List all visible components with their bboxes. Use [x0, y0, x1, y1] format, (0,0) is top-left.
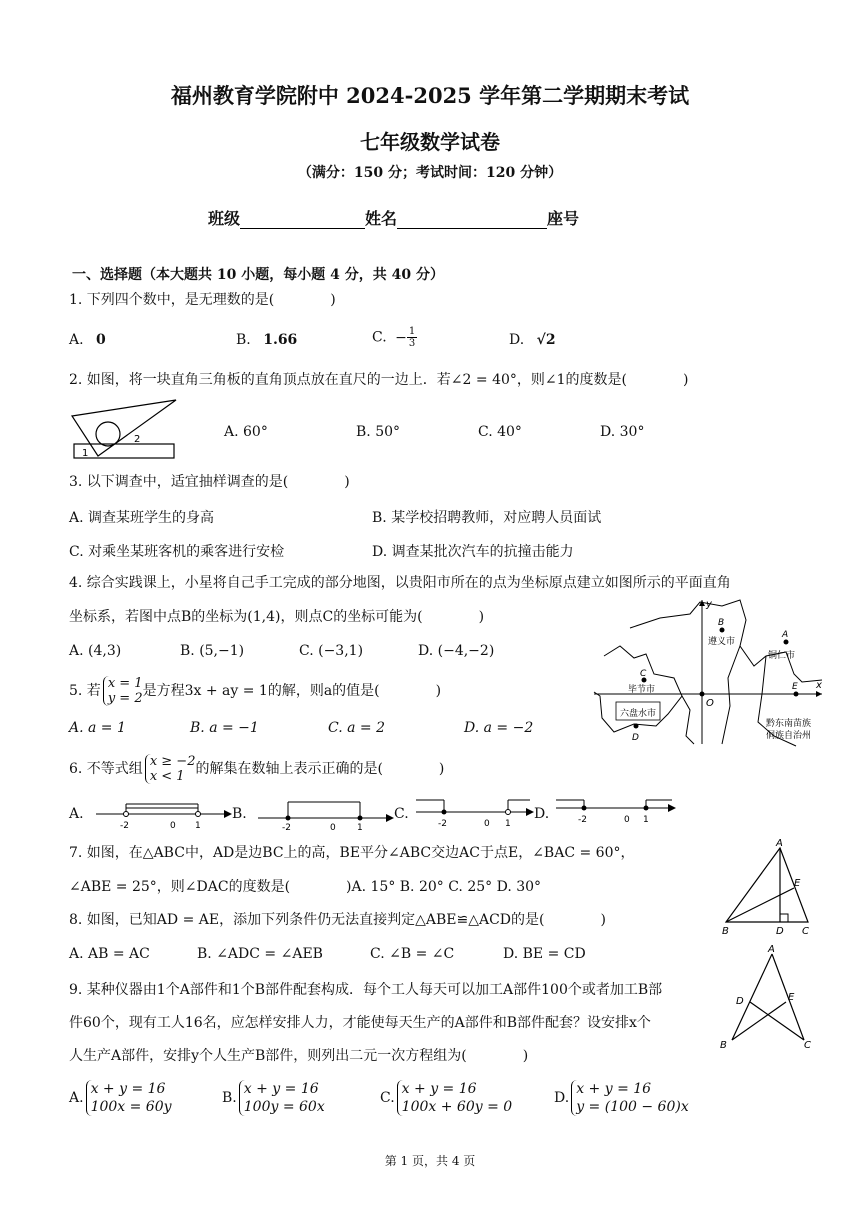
tick-label: 0 — [624, 815, 630, 825]
tick-label: 0 — [330, 823, 336, 832]
map-d-label: D — [632, 733, 639, 743]
tick-label: -2 — [282, 823, 291, 832]
q4-map-figure — [590, 596, 828, 748]
map-point-d — [634, 724, 639, 729]
exam-title: 福州教育学院附中 2024-2025 学年第二学期期末考试 — [170, 83, 690, 108]
map-e-label: E — [792, 682, 798, 692]
map-tongren-label: 铜仁市 — [768, 651, 796, 661]
map-point-b — [720, 628, 725, 633]
q6-option-b-label: B. — [232, 806, 247, 822]
q7-stem-line1: 7. 如图，在△ABC中，AD是边BC上的高，BE平分∠ABC交边AC于点E，∠BAC = 60°， — [69, 845, 635, 861]
q9-option-b: B. x + y = 16 100y = 60x — [222, 1081, 325, 1115]
q2-option-b: B. 50° — [356, 424, 401, 440]
q8-option-b: B. ∠ADC = ∠AEB — [197, 946, 323, 962]
q8-label-e: E — [788, 992, 795, 1003]
q4-option-d: D. (−4,−2) — [418, 643, 495, 659]
map-zunyi-label: 遵义市 — [708, 637, 736, 647]
class-label: 班级 — [208, 209, 241, 228]
name-blank[interactable] — [397, 212, 547, 229]
tick-label: 1 — [505, 819, 511, 829]
q5-option-b: B. a = −1 — [190, 720, 259, 736]
q6-option-b-numberline — [256, 796, 396, 832]
q8-label-c: C — [804, 1040, 811, 1051]
map-liupanshui-label: 六盘水市 — [620, 709, 657, 719]
q6-option-c-numberline — [414, 796, 538, 832]
q7-stem-line2: ∠ABE = 25°，则∠DAC的度数是( )A. 15° B. 20° C. 25° D. 30° — [69, 879, 542, 895]
q9-option-a: A. x + y = 16 100x = 60y — [69, 1081, 172, 1115]
map-c-label: C — [640, 669, 647, 679]
q1-stem: 1. 下列四个数中，是无理数的是( ) — [69, 292, 336, 308]
map-point-a — [784, 640, 789, 645]
q7-label-c: C — [802, 926, 809, 936]
q8-stem: 8. 如图，已知AD = AE，添加下列条件仍无法直接判定△ABE≌△ACD的是( ) — [69, 912, 606, 928]
q5-option-d: D. a = −2 — [464, 720, 534, 736]
q6-option-c-label: C. — [394, 806, 409, 822]
q6-option-d-label: D. — [534, 806, 550, 822]
student-info — [208, 206, 579, 229]
page-footer: 第 1 页，共 4 页 — [384, 1154, 476, 1168]
q2-option-a: A. 60° — [224, 424, 268, 440]
q8-option-c: C. ∠B = ∠C — [370, 946, 455, 962]
map-y-axis-label: y — [706, 599, 712, 610]
tick-label: -2 — [578, 815, 587, 825]
q3-option-c: C. 对乘坐某班客机的乘客进行安检 — [69, 544, 285, 560]
q8-label-b: B — [720, 1040, 727, 1051]
q4-stem-line2: 坐标系，若图中点B的坐标为(1,4)，则点C的坐标可能为( ) — [69, 609, 485, 625]
tick-label: 1 — [643, 815, 649, 825]
q8-triangle-figure — [714, 942, 814, 1054]
q8-label-a: A — [768, 944, 775, 955]
q2-stem: 2. 如图，将一块直角三角板的直角顶点放在直尺的一边上．若∠2 = 40°，则∠1的度数是( ) — [69, 372, 689, 388]
q8-option-d: D. BE = CD — [503, 946, 586, 962]
q9-stem-line2: 件60个，现有工人16名，应怎样安排人力，才能使每天生产的A部件和B部件配套？设安排x个 — [69, 1015, 651, 1031]
seat-label: 座号 — [547, 209, 580, 228]
q6-option-a-label: A. — [69, 806, 84, 822]
q8-option-a: A. AB = AC — [69, 946, 150, 962]
q4-option-b: B. (5,−1) — [180, 643, 245, 659]
q2-angle1-label: 1 — [82, 448, 89, 459]
q2-ruler-triangle-figure — [68, 396, 180, 462]
q9-option-c: C. x + y = 16 100x + 60y = 0 — [380, 1081, 513, 1115]
map-bijie-label: 毕节市 — [628, 685, 656, 695]
q7-label-a: A — [776, 838, 783, 849]
q2-angle2-label: 2 — [134, 434, 141, 445]
q5-stem: 5. 若 x = 1 y = 2 是方程3x + ay = 1的解，则a的值是( ) — [69, 676, 442, 706]
q6-option-a-numberline — [94, 796, 234, 832]
q3-option-b: B. 某学校招聘教师，对应聘人员面试 — [372, 510, 602, 526]
name-label: 姓名 — [365, 209, 398, 228]
map-x-axis-label: x — [816, 680, 822, 691]
tick-label: -2 — [120, 821, 129, 831]
q9-option-d: D. x + y = 16 y = (100 − 60)x — [554, 1081, 689, 1115]
q3-stem: 3. 以下调查中，适宜抽样调查的是( ) — [69, 474, 350, 490]
q1-option-a: A. 0 — [69, 332, 106, 348]
q9-stem-line3: 人生产A部件，安排y个人生产B部件，则列出二元一次方程组为( ) — [69, 1048, 529, 1064]
score-info: （满分：150 分；考试时间：120 分钟） — [297, 165, 563, 181]
class-blank[interactable] — [240, 212, 365, 229]
q7-label-e: E — [794, 878, 801, 889]
q7-label-d: D — [776, 926, 784, 936]
map-a-label: A — [782, 630, 789, 640]
map-qdn-label-1: 黔东南苗族 — [766, 719, 812, 729]
q2-option-d: D. 30° — [600, 424, 645, 440]
map-qdn-label-2: 侗族自治州 — [766, 731, 812, 741]
q3-option-d: D. 调查某批次汽车的抗撞击能力 — [372, 544, 574, 560]
map-b-label: B — [718, 618, 725, 628]
q6-option-d-numberline — [554, 796, 680, 832]
q9-stem-line1: 9. 某种仪器由1个A部件和1个B部件配套构成．每个工人每天可以加工A部件100个或者加工B部 — [69, 982, 663, 998]
q2-option-c: C. 40° — [478, 424, 522, 440]
q1-option-b: B. 1.66 — [236, 332, 298, 348]
q4-option-a: A. (4,3) — [69, 643, 122, 659]
tick-label: 1 — [357, 823, 363, 832]
map-origin-label: O — [706, 698, 714, 709]
tick-label: -2 — [438, 819, 447, 829]
q4-option-c: C. (−3,1) — [299, 643, 364, 659]
q1-option-d: D. √2 — [509, 332, 556, 348]
tick-label: 1 — [195, 821, 201, 831]
q6-stem: 6. 不等式组 x ≥ −2 x < 1 的解集在数轴上表示正确的是( ) — [69, 754, 445, 784]
tick-label: 0 — [484, 819, 490, 829]
q5-option-c: C. a = 2 — [328, 720, 385, 736]
tick-label: 0 — [170, 821, 176, 831]
q1-option-c: C. − $\frac{1}{3}$ — [372, 326, 416, 349]
q4-stem-line1: 4. 综合实践课上，小星将自己手工完成的部分地图，以贵阳市所在的点为坐标原点建立如图所示的平面直角 — [69, 575, 731, 591]
map-point-e — [794, 692, 799, 697]
q3-option-a: A. 调查某班学生的身高 — [69, 510, 215, 526]
q8-label-d: D — [736, 996, 744, 1007]
q5-option-a: A. a = 1 — [69, 720, 126, 736]
q7-triangle-figure — [716, 836, 816, 936]
q7-label-b: B — [722, 926, 729, 936]
exam-subtitle: 七年级数学试卷 — [360, 130, 500, 154]
section-heading: 一、选择题（本大题共 10 小题，每小题 4 分，共 40 分） — [72, 267, 444, 283]
